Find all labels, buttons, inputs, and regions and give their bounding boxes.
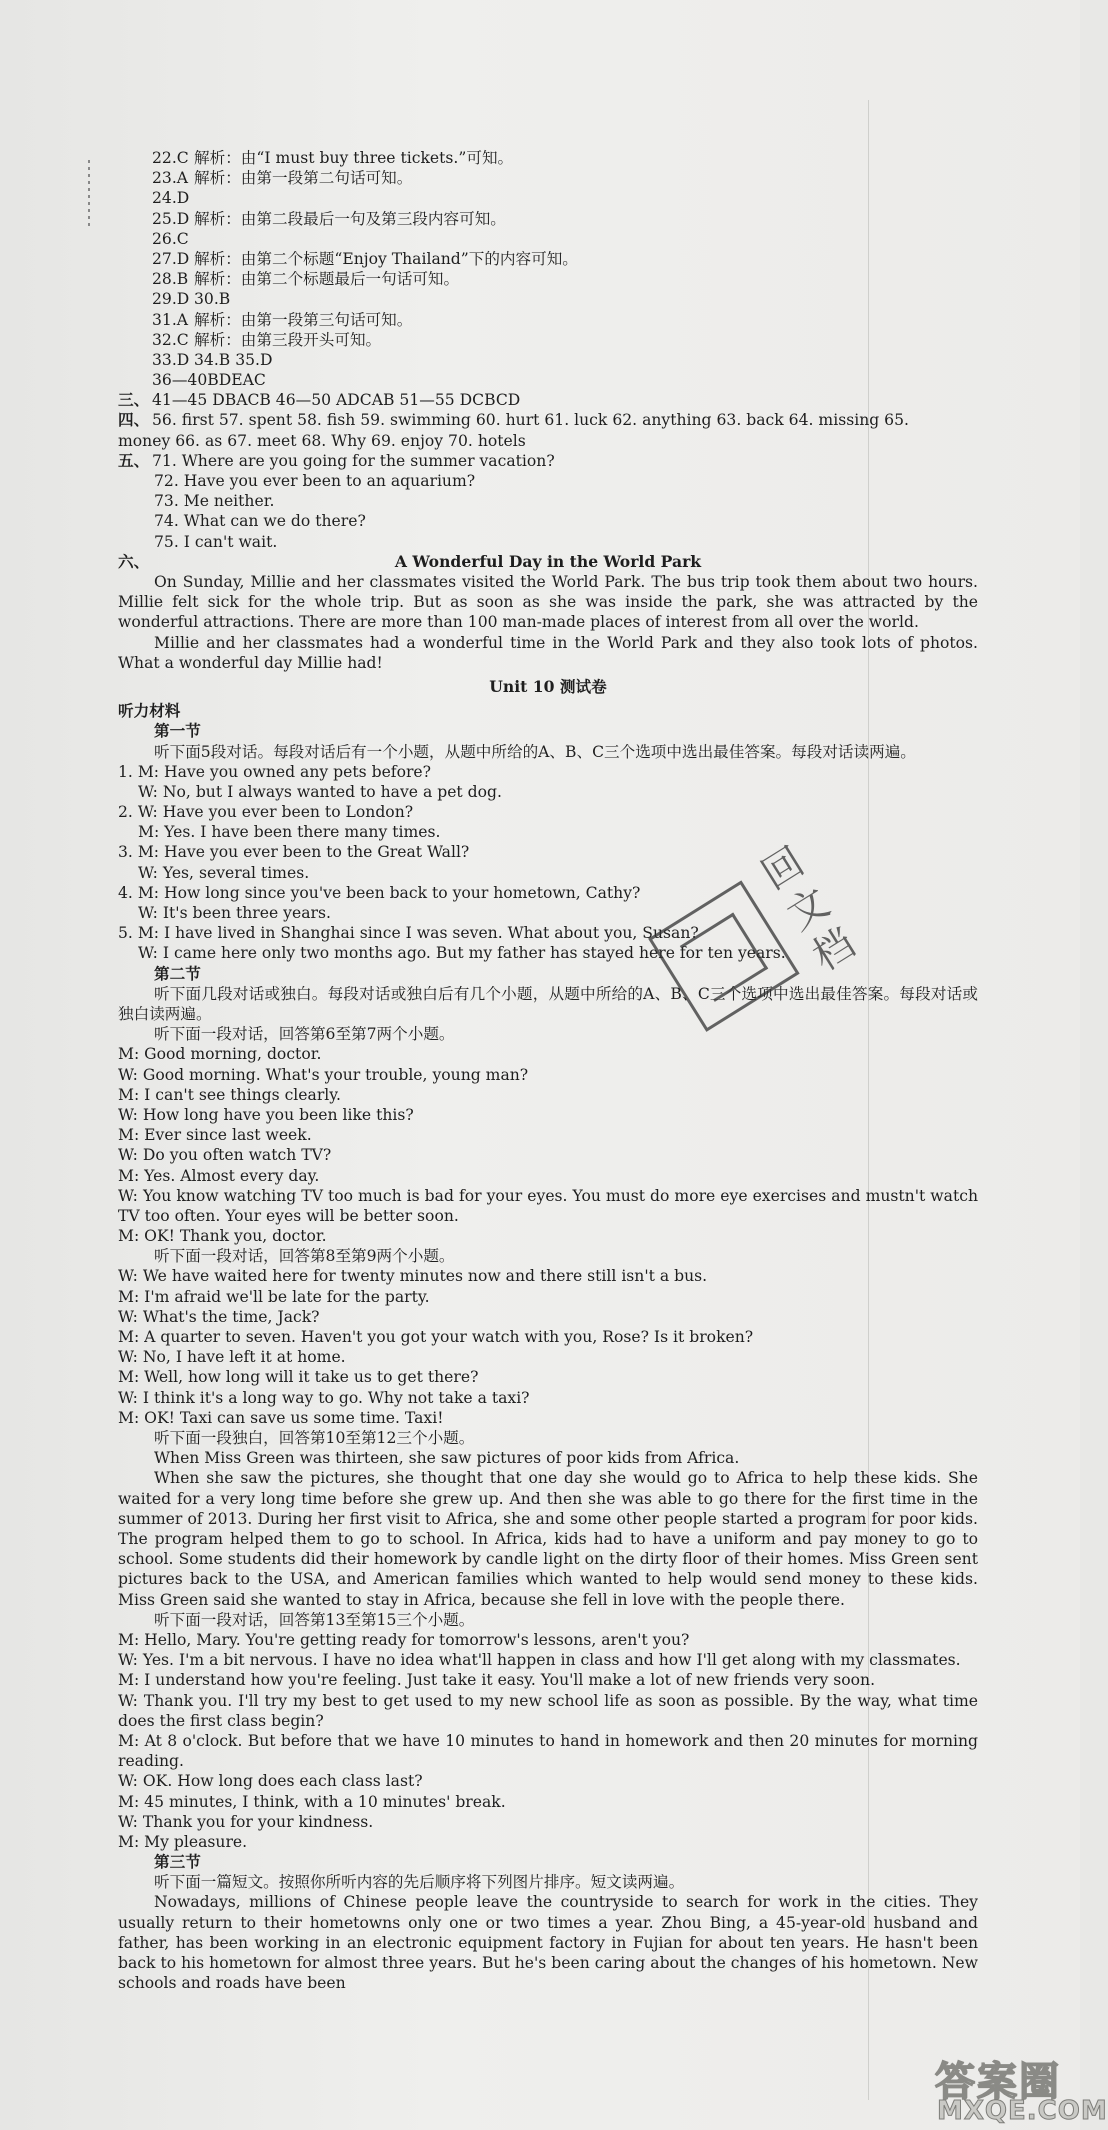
section-4-line-2: money 66. as 67. meet 68. Why 69. enjoy 70. hotels: [118, 431, 526, 450]
watermark-logo: 答案圈: [935, 2059, 1061, 2105]
dialogue-line: W: I came here only two months ago. But my father has stayed here for ten years.: [138, 944, 786, 963]
answer-row: [118, 370, 978, 390]
dialogue-line: 4. M: How long since you've been back to your hometown, Cathy?: [118, 883, 641, 902]
answer-row: [118, 269, 978, 289]
answer-row: [118, 148, 978, 168]
section-5-item: 73. Me neither.: [154, 492, 275, 511]
dialogue-line: W: Good morning. What's your trouble, young man?: [118, 1065, 529, 1084]
dialogue-line: M: Well, how long will it take us to get there?: [118, 1368, 479, 1387]
section-6-title-row: [118, 552, 978, 572]
unit-title: Unit 10 测试卷: [489, 676, 607, 696]
answer-explanation: 解析：由第二个标题“Enjoy Thailand”下的内容可知。: [194, 249, 578, 268]
answer-row: [118, 350, 978, 370]
essay-paragraph-2: Millie and her classmates had a wonderful time in the World Park and they also took lots of photos. What a wonderful day Millie had!: [118, 633, 978, 672]
dialogue-line: W: We have waited here for twenty minutes now and there still isn't a bus.: [118, 1267, 708, 1286]
dialogue-line: M: I can't see things clearly.: [118, 1085, 341, 1104]
answer-number: 36—40: [152, 371, 208, 390]
answer-number: 32.C: [152, 330, 189, 349]
dialogue-line: M: I understand how you're feeling. Just take it easy. You'll make a lot of new friends very soon.: [118, 1671, 876, 1690]
dialogue-1-intro: 听下面一段对话，回答第6至第7两个小题。: [154, 1025, 455, 1044]
monologue-paragraph-2: When she saw the pictures, she thought that one day she would go to Africa to help these kids. She waited for a very long time before she grew up. And then she was able to go there for the first time in the summer of 2013. During her first visit to Africa, she and some other people started a program for poor kids. The program helped them to go to school. In Africa, kids had to have a uniform and pay money to go to school. Some students did their homework by candle light on the dirty floor of their homes. Miss Green sent pictures back to the USA, and American families which wanted to help would send money to these kids. Miss Green said she wanted to stay in Africa, because she fell in love with the people there.: [118, 1469, 978, 1609]
listening-heading: 听力材料: [118, 701, 181, 721]
part-1-title: 第一节: [154, 721, 201, 741]
essay-paragraph-1: On Sunday, Millie and her classmates visited the World Park. The bus trip took them about two hours. Millie felt sick for the whole trip. But as soon as she was inside the park, she was attracted by the wonderful attractions. There are more than 100 man-made places of interest from all over the world.: [118, 572, 978, 632]
watermark-url: MXQE.COM: [937, 2096, 1108, 2126]
section-5-first: [118, 451, 978, 471]
answer-explanation: 34.B 35.D: [194, 350, 273, 369]
answer-content: [118, 148, 978, 1994]
section-4-text-1: 56. first 57. spent 58. fish 59. swimming 60. hurt 61. luck 62. anything 63. back 64. missing 65.: [152, 411, 909, 430]
dialogue-line: M: Yes. I have been there many times.: [138, 823, 441, 842]
dialogue-1-end: M: OK! Thank you, doctor.: [118, 1227, 327, 1246]
section-4-line-1: [118, 410, 978, 430]
section-5-item: 75. I can't wait.: [154, 532, 278, 551]
dialogue-line: M: Hello, Mary. You're getting ready for tomorrow's lessons, aren't you?: [118, 1630, 690, 1649]
section-5-item: 71. Where are you going for the summer vacation?: [152, 451, 555, 470]
section-5-label: 五、: [118, 450, 150, 470]
section-5-item: 72. Have you ever been to an aquarium?: [154, 472, 476, 490]
answer-row: [118, 310, 978, 330]
section-4-label: 四、: [118, 410, 150, 430]
part-3-title: 第三节: [154, 1852, 201, 1872]
dialogue-line: M: Good morning, doctor.: [118, 1045, 322, 1064]
dialogue-1-long-line: W: You know watching TV too much is bad for your eyes. You must do more eye exercises and mustn't watch TV too often. Your eyes will be better soon.: [118, 1186, 978, 1225]
section-5-item: 74. What can we do there?: [154, 512, 366, 531]
dialogue-line: M: I'm afraid we'll be late for the party.: [118, 1287, 430, 1306]
section-3: [118, 390, 978, 410]
answer-explanation: BDEAC: [207, 371, 266, 390]
answer-row: [118, 209, 978, 229]
essay-title: A Wonderful Day in the World Park: [394, 551, 702, 571]
answer-number: 22.C: [152, 149, 189, 167]
answer-explanation: 解析：由“I must buy three tickets.”可知。: [194, 149, 514, 167]
monologue: [118, 1448, 978, 1610]
essay-body: [118, 572, 978, 673]
answer-number: 23.A: [152, 169, 189, 188]
answer-number: 25.D: [152, 209, 190, 228]
dialogue-line: M: A quarter to seven. Haven't you got your watch with you, Rose? Is it broken?: [118, 1328, 754, 1347]
answer-row: [118, 330, 978, 350]
dialogue-1: [118, 1044, 978, 1185]
answer-explanation: 30.B: [194, 290, 231, 309]
dialogue-line: 5. M: I have lived in Shanghai since I was seven. What about you, Susan?: [118, 924, 699, 943]
margin-mark: [88, 160, 90, 230]
dialogue-2: [118, 1266, 978, 1428]
dialogue-line: M: Yes. Almost every day.: [118, 1166, 320, 1185]
answer-row: [118, 289, 978, 309]
dialogue-3-long-2: M: At 8 o'clock. But before that we have 10 minutes to hand in homework and then 20 minutes for morning reading.: [118, 1731, 978, 1771]
dialogue-2-intro: 听下面一段对话，回答第8至第9两个小题。: [154, 1247, 455, 1266]
dialogue-line: 3. M: Have you ever been to the Great Wall?: [118, 843, 470, 862]
answer-number: 24.D: [152, 189, 190, 208]
part-1-instructions: 听下面5段对话。每段对话后有一个小题，从题中所给的A、B、C三个选项中选出最佳答案。每段对话读两遍。: [154, 742, 916, 761]
answer-row: [118, 249, 978, 269]
dialogue-3-long-1: W: Thank you. I'll try my best to get used to my new school life as soon as possible. By the way, what time does the first class begin?: [118, 1691, 978, 1730]
answer-number: 31.A: [152, 310, 189, 329]
dialogue-line: W: Yes, several times.: [138, 863, 310, 882]
dialogue-3-start: [118, 1630, 978, 1691]
answer-number: 28.B: [152, 270, 189, 289]
section-3-label: 三、: [118, 390, 150, 410]
part-2-title: 第二节: [154, 963, 201, 983]
answer-explanation: 解析：由第二段最后一句及第三段内容可知。: [194, 209, 506, 228]
dialogue-line: W: Thank you for your kindness.: [118, 1812, 374, 1831]
section-3-text: 41—45 DBACB 46—50 ADCAB 51—55 DCBCD: [152, 391, 521, 410]
dialogue-line: W: OK. How long does each class last?: [118, 1772, 423, 1791]
section-6-label: 六、: [118, 551, 150, 571]
dialogue-line: M: OK! Taxi can save us some time. Taxi!: [118, 1408, 444, 1427]
dialogue-3-end: [118, 1771, 978, 1852]
dialogue-line: W: It's been three years.: [138, 904, 331, 923]
dialogue-line: 1. M: Have you owned any pets before?: [118, 762, 432, 781]
answer-list: [118, 148, 978, 390]
answer-number: 29.D: [152, 290, 190, 309]
answer-explanation: 解析：由第二个标题最后一句话可知。: [194, 270, 460, 289]
answer-row: [118, 229, 978, 249]
stamp-characters: 回文档: [748, 839, 865, 987]
dialogue-line: 2. W: Have you ever been to London?: [118, 803, 414, 822]
site-watermark: [935, 2050, 1108, 2128]
answer-explanation: 解析：由第一段第二句话可知。: [194, 169, 413, 188]
part-3-instructions: 听下面一篇短文。按照你所听内容的先后顺序将下列图片排序。短文读两遍。: [154, 1873, 685, 1892]
dialogue-line: W: How long have you been like this?: [118, 1105, 414, 1124]
answer-row: [118, 188, 978, 208]
answer-row: [118, 168, 978, 188]
dialogue-line: M: Ever since last week.: [118, 1126, 312, 1145]
answer-number: 27.D: [152, 249, 190, 268]
dialogue-line: W: I think it's a long way to go. Why not take a taxi?: [118, 1388, 530, 1407]
dialogue-line: M: My pleasure.: [118, 1832, 248, 1851]
part-2-instructions: 听下面几段对话或独白。每段对话或独白后有几个小题，从题中所给的A、B、C三个选项中选出最佳答案。每段对话或独白读两遍。: [118, 984, 978, 1023]
dialogue-line: W: No, but I always wanted to have a pet dog.: [138, 782, 502, 801]
dialogue-line: W: Yes. I'm a bit nervous. I have no idea what'll happen in class and how I'll get along with my classmates.: [118, 1651, 961, 1670]
monologue-intro: 听下面一段独白，回答第10至第12三个小题。: [154, 1428, 475, 1447]
answer-explanation: 解析：由第三段开头可知。: [194, 330, 382, 349]
dialogue-3-intro: 听下面一段对话，回答第13至第15三个小题。: [154, 1610, 475, 1629]
dialogue-line: M: 45 minutes, I think, with a 10 minutes' break.: [118, 1792, 506, 1811]
dialogue-line: W: Do you often watch TV?: [118, 1146, 332, 1165]
monologue-paragraph-1: When Miss Green was thirteen, she saw pictures of poor kids from Africa.: [154, 1449, 740, 1468]
answer-number: 33.D: [152, 350, 190, 369]
answer-explanation: 解析：由第一段第三句话可知。: [194, 310, 413, 329]
dialogue-line: W: No, I have left it at home.: [118, 1348, 346, 1367]
part-3-passage: Nowadays, millions of Chinese people leave the countryside to search for work in the cities. They usually return to their hometowns only one or two times a year. Zhou Bing, a 45-year-old husband and father, has been working in an electronic equipment factory in Fujian for about ten years. He hasn't been back to his hometown for almost three years. But he's been caring about the changes of his hometown. New schools and roads have been: [118, 1893, 978, 1993]
dialogue-line: W: What's the time, Jack?: [118, 1307, 320, 1326]
answer-number: 26.C: [152, 229, 189, 248]
